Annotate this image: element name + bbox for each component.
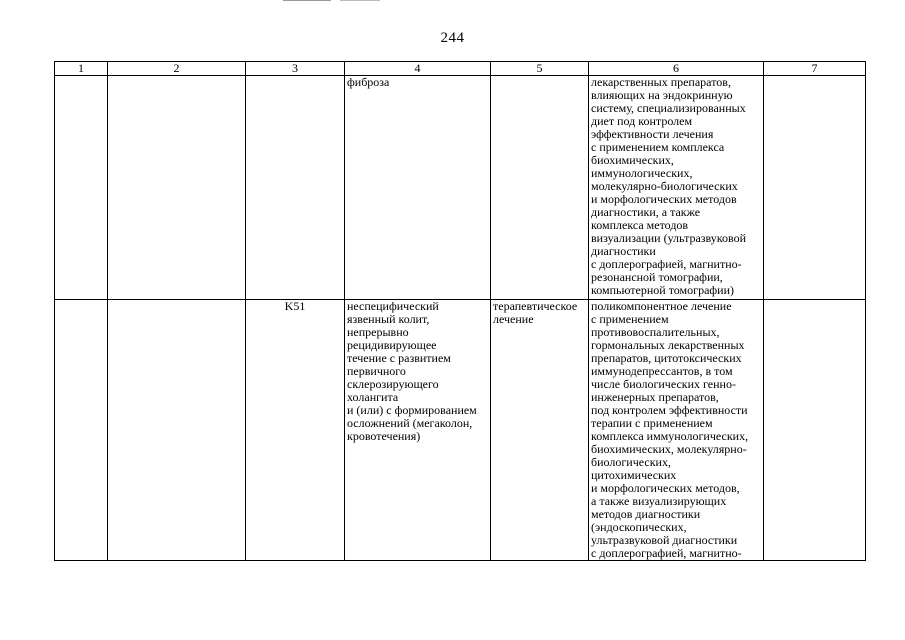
page-number: 244 bbox=[440, 30, 465, 46]
table-cell: неспецифический язвенный колит, непрерывно рецидивирующее течение с развитием первичного склерозирующего холангита и (или) с формированием осложнений (мегаколон, кровотечения) bbox=[345, 300, 491, 561]
table-row bbox=[55, 76, 866, 300]
table-cell bbox=[55, 76, 108, 300]
column-header: 3 bbox=[246, 62, 345, 76]
table-cell bbox=[764, 76, 866, 300]
column-header: 4 bbox=[345, 62, 491, 76]
column-header: 1 bbox=[55, 62, 108, 76]
medical-care-table bbox=[54, 61, 866, 561]
column-header: 2 bbox=[108, 62, 246, 76]
scan-mark bbox=[283, 0, 331, 1]
table-cell: поликомпонентное лечение с применением противовоспалительных, гормональных лекарственных препаратов, цитотоксических иммунодепрессантов, в том числе биологических генно- инженерных препаратов, под контролем эффективности терапии с применением комплекса иммунологических, биохимических, молекулярно- биологических, цитохимических и морфологических методов, а также визуализирующих методов диагностики (эндоскопических, ультразвуковой диагностики с доплерографией, магнитно- bbox=[589, 300, 764, 561]
table-cell bbox=[491, 76, 589, 300]
table-row bbox=[55, 300, 866, 561]
table-cell: K51 bbox=[246, 300, 345, 561]
column-header: 7 bbox=[764, 62, 866, 76]
table-cell bbox=[764, 300, 866, 561]
scan-mark bbox=[340, 0, 380, 1]
table-cell: лекарственных препаратов, влияющих на эндокринную систему, специализированных диет под контролем эффективности лечения с применением комплекса биохимических, иммунологических, молекулярно-биологических и морфологических методов диагностики, а также комплекса методов визуализации (ультразвуковой диагностики с доплерографией, магнитно- резонансной томографии, компьютерной томографии) bbox=[589, 76, 764, 300]
table-cell: терапевтическое лечение bbox=[491, 300, 589, 561]
table-header-row bbox=[55, 62, 866, 76]
column-header: 6 bbox=[589, 62, 764, 76]
table-cell bbox=[246, 76, 345, 300]
table-cell bbox=[108, 76, 246, 300]
table-cell bbox=[108, 300, 246, 561]
table-cell bbox=[55, 300, 108, 561]
table-cell: фиброза bbox=[345, 76, 491, 300]
column-header: 5 bbox=[491, 62, 589, 76]
